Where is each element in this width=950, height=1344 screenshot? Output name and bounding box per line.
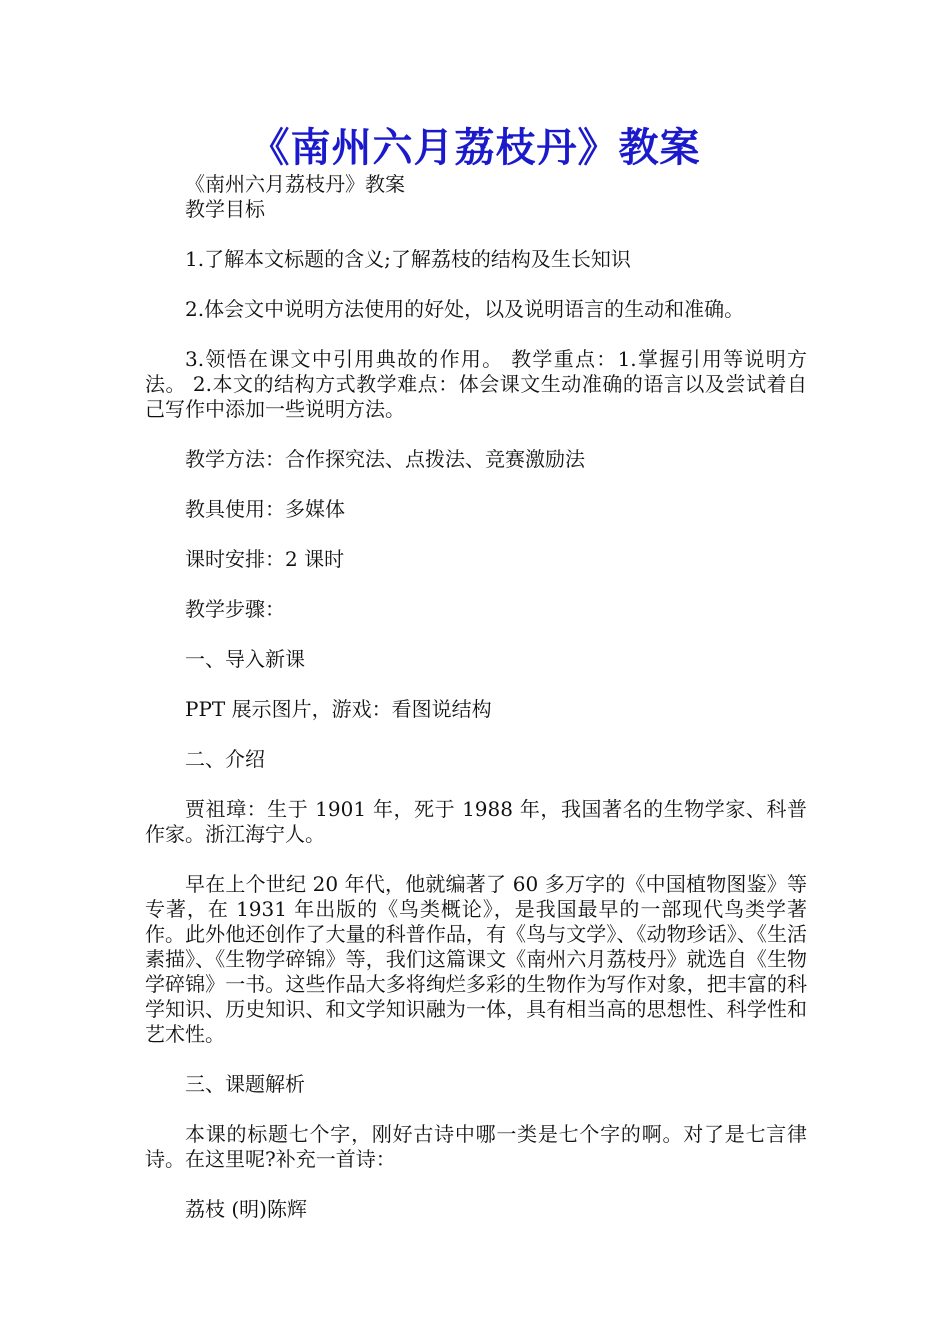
teaching-methods: 教学方法：合作探究法、点拨法、竞赛激励法 — [185, 447, 585, 471]
step-2-heading: 二、介绍 — [185, 747, 265, 771]
objective-2: 2.体会文中说明方法使用的好处，以及说明语言的生动和准确。 — [185, 297, 745, 321]
author-works: 早在上个世纪 20 年代，他就编著了 60 多万字的《中国植物图鉴》等专著，在 1931 年出版的《鸟类概论》，是我国最早的一部现代鸟类学著作。此外他还创作了大量的科普作品，有《鸟与文学》、《动物珍话》、《生活素描》、《生物学碎锦》等，我们这篇课文《南州六月荔枝丹》就选自《生物学碎锦》一书。这些作品大多将绚烂多彩的生物作为写作对象，把丰富的科学知识、历史知识、和文学知识融为一体，具有相当高的思想性、科学性和艺术性。 — [145, 872, 807, 1046]
section-heading-objectives: 教学目标 — [185, 197, 265, 221]
document-title: 《南州六月荔枝丹》教案 — [249, 125, 701, 171]
poem-title: 荔枝 (明)陈辉 — [185, 1197, 307, 1221]
document-body — [145, 172, 807, 1222]
step-1-heading: 一、导入新课 — [185, 647, 305, 671]
objective-3: 3.领悟在课文中引用典故的作用。 教学重点：1.掌握引用等说明方法。 2.本文的结构方式教学难点：体会课文生动准确的语言以及尝试着自己写作中添加一些说明方法。 — [145, 347, 807, 421]
teaching-tools: 教具使用：多媒体 — [185, 497, 345, 521]
step-1-content: PPT 展示图片，游戏：看图说结构 — [185, 697, 492, 721]
title-analysis: 本课的标题七个字，刚好古诗中哪一类是七个字的啊。对了是七言律诗。在这里呢?补充一首诗： — [145, 1122, 807, 1171]
step-3-heading: 三、课题解析 — [185, 1072, 305, 1096]
subtitle-line: 《南州六月荔枝丹》教案 — [185, 172, 405, 196]
objective-1: 1.了解本文标题的含义;了解荔枝的结构及生长知识 — [185, 247, 631, 271]
teaching-steps-heading: 教学步骤： — [185, 597, 285, 621]
class-hours: 课时安排：2 课时 — [185, 547, 345, 571]
author-intro: 贾祖璋：生于 1901 年，死于 1988 年，我国著名的生物学家、科普作家。浙江海宁人。 — [145, 797, 807, 846]
